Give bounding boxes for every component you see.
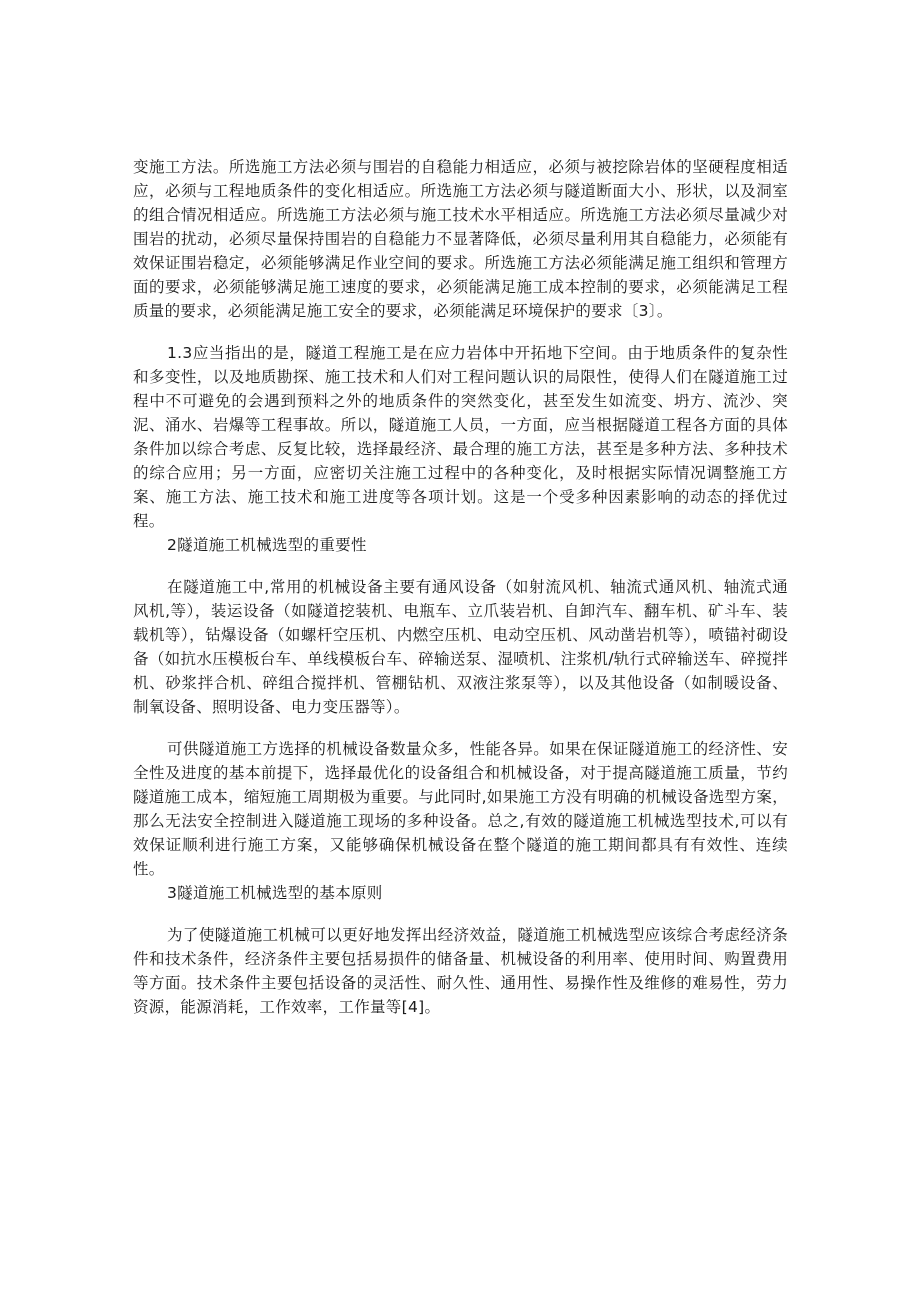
section-heading-2: 2隧道施工机械选型的重要性 [167, 536, 367, 554]
paragraph-construction-method-requirements: 变施工方法。所选施工方法必须与围岩的自稳能力相适应，必须与被挖除岩体的坚硬程度相适应，必须与工程地质条件的变化相适应。所选施工方法必须与隧道断面大小、形状，以及洞室的组合情况相适应。所选施工方法必须与施工技术水平相适应。所选施工方法必须尽量减少对围岩的扰动，必须尽量保持围岩的自稳能力不显著降低，必须尽量利用其自稳能力，必须能有效保证围岩稳定，必须能够满足作业空间的要求。所选施工方法必须能满足施工组织和管理方面的要求，必须能够满足施工速度的要求，必须能满足施工成本控制的要求，必须能满足工程质量的要求，必须能满足施工安全的要求，必须能满足环境保护的要求〔3〕。 [133, 158, 788, 320]
paragraph-selection-principles: 为了使隧道施工机械可以更好地发挥出经济效益，隧道施工机械选型应该综合考虑经济条件和技术条件，经济条件主要包括易损件的储备量、机械设备的利用率、使用时间、购置费用等方面。技术条件主要包括设备的灵活性、耐久性、通用性、易操作性及维修的难易性，劳力资源，能源消耗，工作效率，工作量等[4]。 [133, 926, 788, 1016]
section-heading-3: 3隧道施工机械选型的基本原则 [167, 884, 383, 902]
paragraph-common-equipment: 在隧道施工中,常用的机械设备主要有通风设备（如射流风机、轴流式通风机、轴流式通风机,等），装运设备（如隧道挖装机、电瓶车、立爪装岩机、自卸汽车、翻车机、矿斗车、装载机等），钻爆设备（如螺杆空压机、内燃空压机、电动空压机、风动凿岩机等），喷锚衬砌设备（如抗水压模板台车、单线模板台车、碎输送泵、湿喷机、注浆机/轨行式碎输送车、碎搅拌机、砂浆拌合机、碎组合搅拌机、管棚钻机、双液注浆泵等），以及其他设备（如制暖设备、制氧设备、照明设备、电力变压器等）。 [133, 578, 788, 716]
document-page [133, 155, 788, 1019]
paragraph-geological-uncertainty: 1.3应当指出的是，隧道工程施工是在应力岩体中开拓地下空间。由于地质条件的复杂性和多变性，以及地质勘探、施工技术和人们对工程问题认识的局限性，使得人们在隧道施工过程中不可避免的会遇到预料之外的地质条件的突然变化，甚至发生如流变、坍方、流沙、突泥、涌水、岩爆等工程事故。所以，隧道施工人员，一方面，应当根据隧道工程各方面的具体条件加以综合考虑、反复比较，选择最经济、最合理的施工方法，甚至是多种方法、多种技术的综合应用；另一方面，应密切关注施工过程中的各种变化，及时根据实际情况调整施工方案、施工方法、施工技术和施工进度等各项计划。这是一个受多种因素影响的动态的择优过程。 [133, 344, 788, 530]
paragraph-equipment-selection-importance: 可供隧道施工方选择的机械设备数量众多，性能各异。如果在保证隧道施工的经济性、安全性及进度的基本前提下，选择最优化的设备组合和机械设备，对于提高隧道施工质量，节约隧道施工成本，缩短施工周期极为重要。与此同时,如果施工方没有明确的机械设备选型方案，那么无法安全控制进入隧道施工现场的多种设备。总之,有效的隧道施工机械选型技术,可以有效保证顺利进行施工方案，又能够确保机械设备在整个隧道的施工期间都具有有效性、连续性。 [133, 740, 788, 878]
